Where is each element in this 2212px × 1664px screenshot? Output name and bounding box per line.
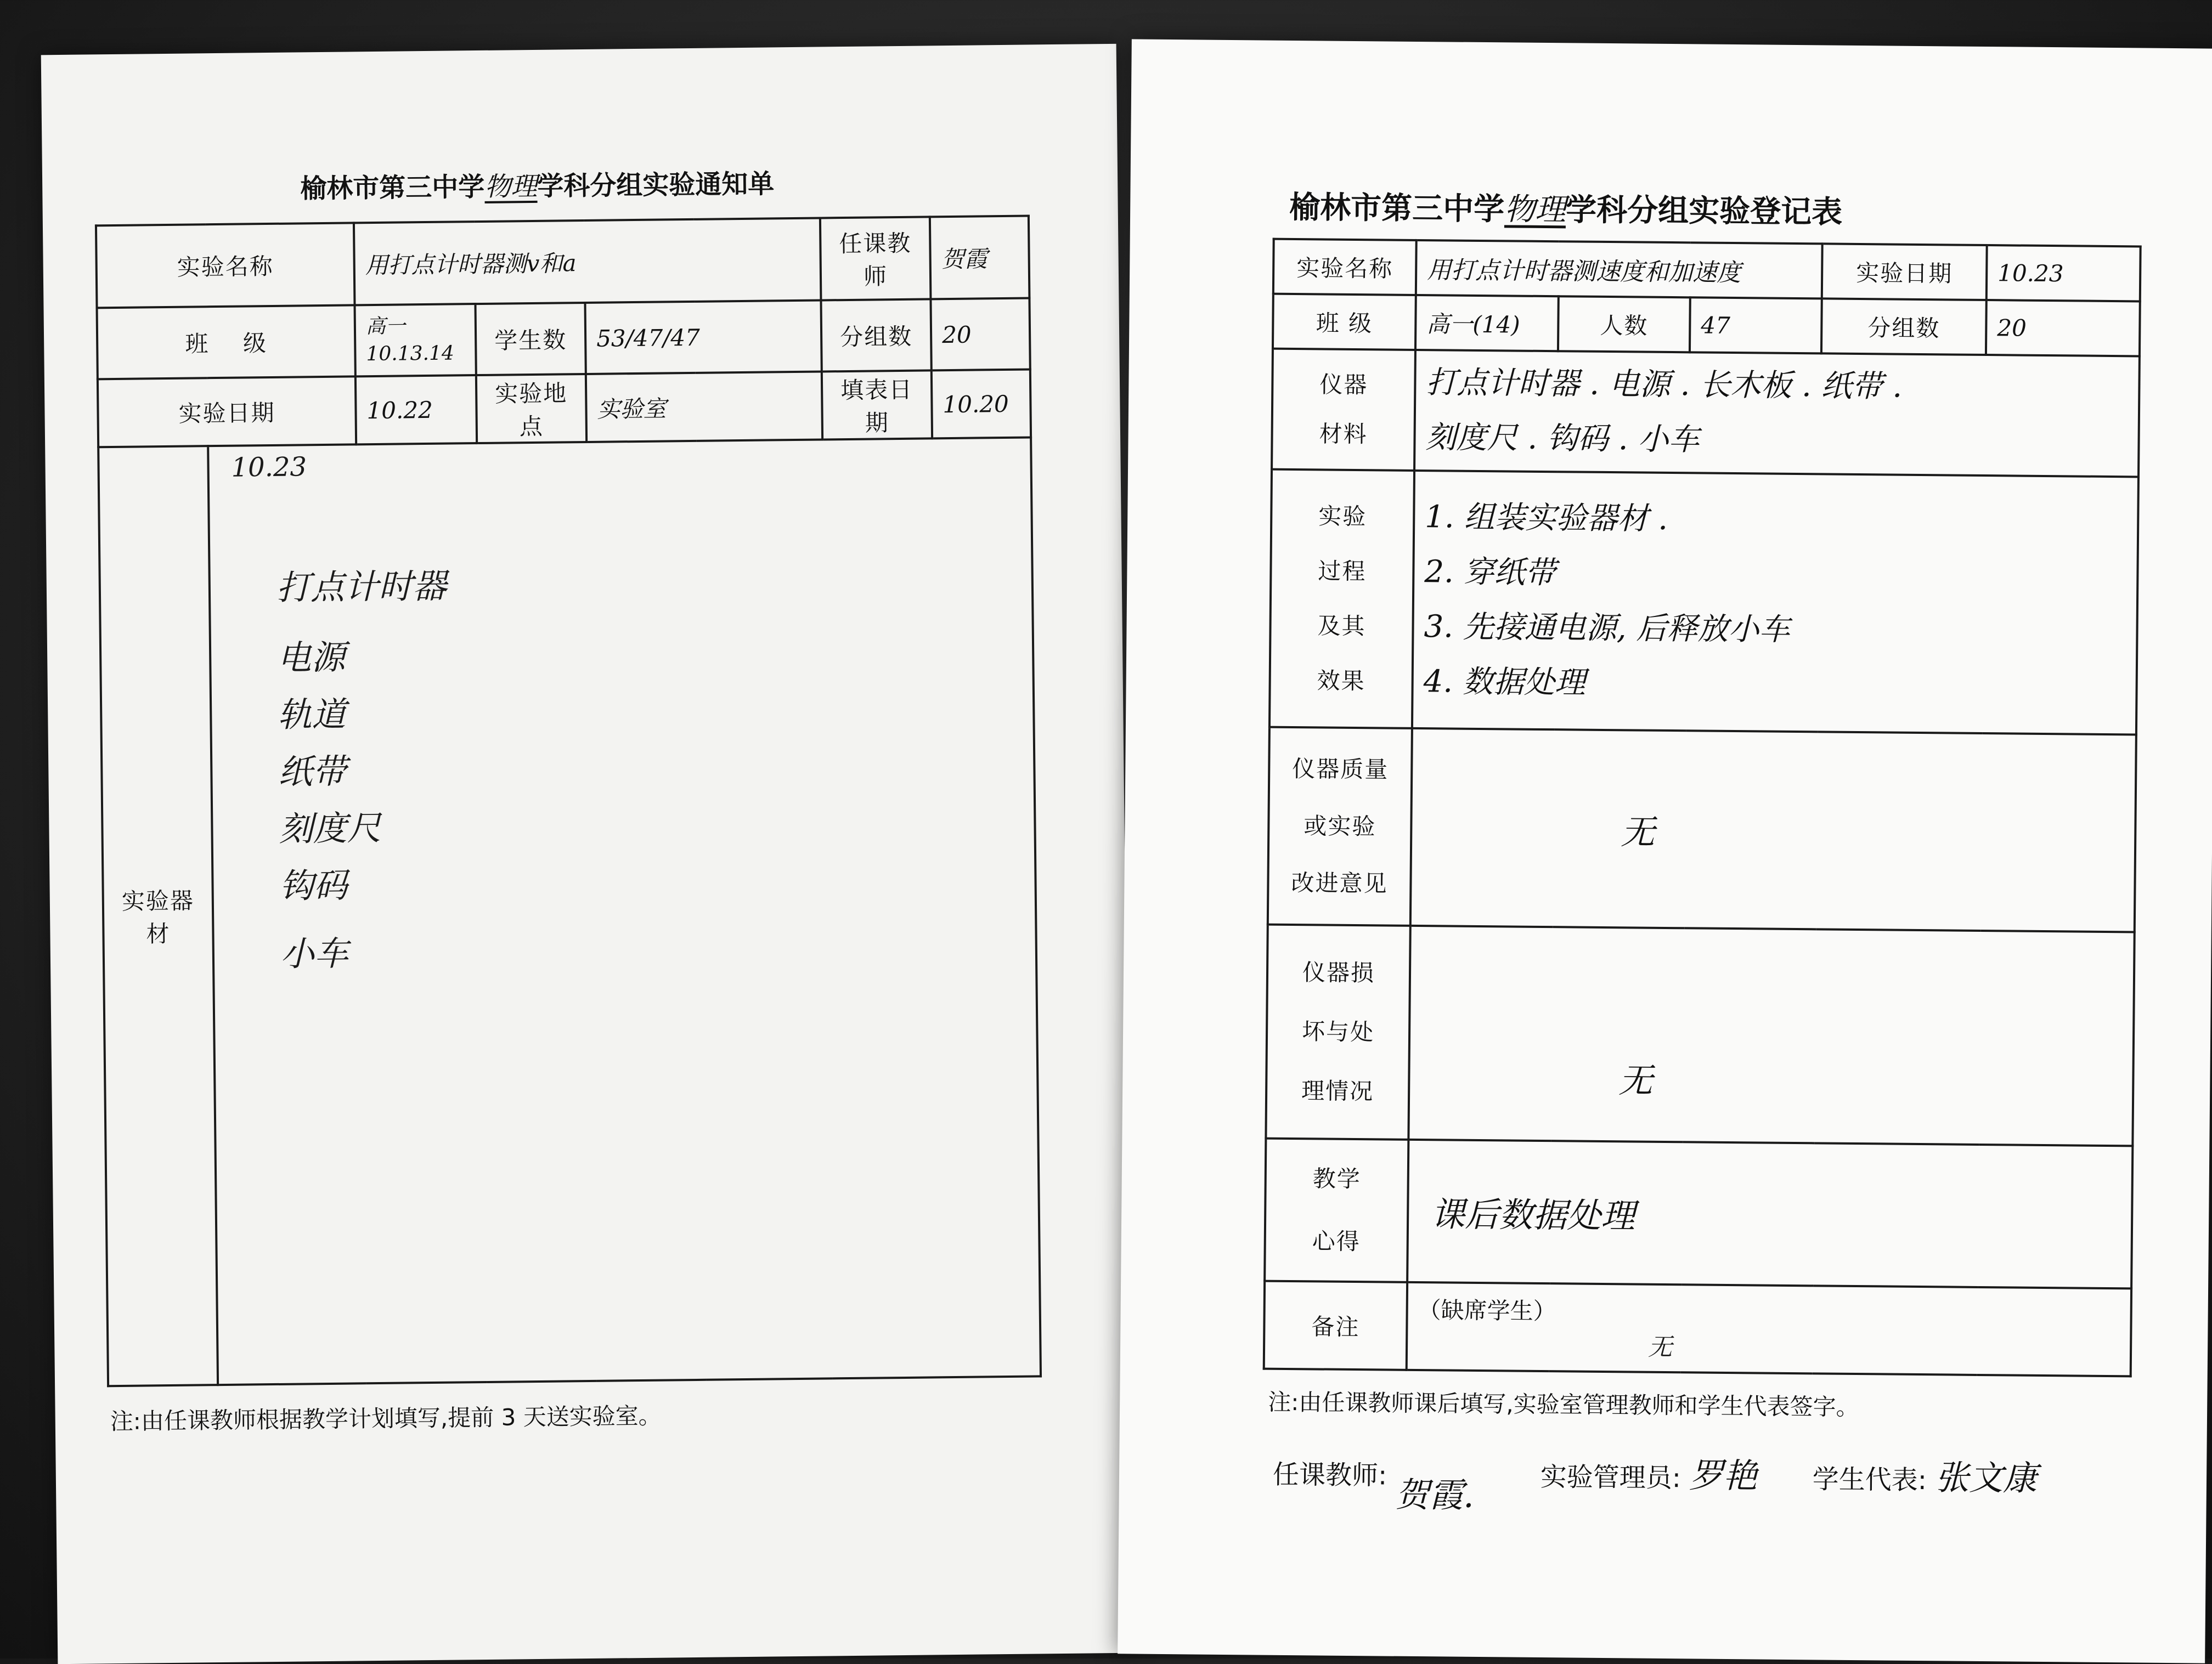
notice-title: [300, 162, 775, 205]
reg-instruments-line2: 刻度尺 . 钩码 . 小车: [1425, 420, 1700, 458]
reg-experiment-name-value: 用打点计时器测速度和加速度: [1416, 240, 1822, 298]
reg-group-count-label: 分组数: [1821, 298, 1987, 355]
reg-process-value: [1412, 471, 2138, 735]
reg-teaching-value: 课后数据处理: [1407, 1140, 2132, 1289]
equipment-item: 打点计时器: [276, 565, 447, 608]
reg-process-label-2: 过程: [1318, 557, 1367, 585]
reg-teaching-label-1: 教学: [1312, 1165, 1361, 1193]
register-sheet: [1118, 39, 2212, 1663]
reg-instruments-value: [1414, 350, 2140, 477]
reg-damage-label: [1266, 925, 1410, 1140]
register-title-prefix: 榆林市第三中学: [1289, 189, 1505, 228]
reg-process-step: 3. 先接通电源, 后释放小车: [1424, 609, 1790, 648]
class-label: 班 级: [97, 305, 356, 379]
reg-remarks-value: 无: [1647, 1333, 1673, 1362]
notice-title-prefix: 榆林市第三中学: [300, 171, 485, 205]
reg-experiment-date-label: 实验日期: [1822, 244, 1987, 300]
fill-date-label: 填表日期: [822, 370, 932, 439]
equipment-item: 轨道: [277, 694, 346, 735]
reg-teaching-label: [1265, 1139, 1408, 1282]
reg-process-step: 1. 组装实验器材 .: [1425, 499, 1668, 537]
teacher-label: 任课教师: [820, 217, 931, 300]
reg-process-step: 2. 穿纸带: [1424, 554, 1556, 591]
notice-title-suffix: 学科分组实验通知单: [537, 168, 775, 202]
reg-process-label-1: 实验: [1318, 502, 1367, 530]
class-value-line2: 10.13.14: [366, 342, 454, 366]
reg-group-count-value: 20: [1986, 300, 2140, 356]
admin-sig-label: 实验管理员:: [1540, 1462, 1681, 1494]
equipment-item: 小车: [280, 933, 349, 974]
reg-process-step: 4. 数据处理: [1423, 664, 1586, 701]
reg-class-label: 班 级: [1273, 294, 1416, 350]
reg-quality-label: [1268, 727, 1412, 926]
reg-process-label-3: 及其: [1317, 612, 1366, 640]
reg-process-label-4: 效果: [1317, 667, 1365, 695]
equipment-label: 实验器材: [98, 446, 218, 1386]
reg-quality-value: 无: [1410, 728, 2136, 932]
reg-absent-label: （缺席学生）: [1418, 1297, 1556, 1325]
reg-damage-value: 无: [1408, 926, 2134, 1146]
reg-damage-label-1: 仪器损: [1302, 959, 1375, 987]
equipment-list: [276, 552, 1025, 983]
experiment-date-label: 实验日期: [98, 376, 356, 447]
experiment-name-label: 实验名称: [96, 223, 355, 308]
admin-signature: 罗艳: [1689, 1455, 1758, 1496]
notice-table: [95, 214, 1042, 1387]
reg-instruments-label: [1272, 349, 1415, 471]
reg-damage-label-3: 理情况: [1301, 1077, 1374, 1105]
reg-instruments-label-2: 材料: [1319, 420, 1368, 448]
equipment-item: 钩码: [279, 865, 348, 906]
register-title-suffix: 学科分组实验登记表: [1565, 192, 1843, 230]
signature-row: [1272, 1445, 2038, 1515]
equipment-item: 纸带: [278, 751, 347, 792]
reg-class-value: 高一(14): [1415, 295, 1559, 351]
location-value: 实验室: [586, 371, 822, 442]
reg-remarks-cell: [1407, 1282, 2131, 1377]
experiment-date-second: 10.23: [231, 451, 307, 483]
class-value-line1: 高一: [365, 315, 406, 338]
reg-damage-label-2: 坏与处: [1301, 1018, 1375, 1046]
student-sig-label: 学生代表:: [1812, 1464, 1927, 1496]
student-count-value: 53/47/47: [585, 300, 821, 373]
reg-experiment-name-label: 实验名称: [1273, 239, 1417, 295]
reg-teaching-label-2: 心得: [1312, 1227, 1361, 1255]
reg-instruments-label-1: 仪器: [1319, 371, 1368, 399]
reg-experiment-date-value: 10.23: [1987, 245, 2141, 301]
teacher-signature: 贺霞.: [1395, 1474, 1475, 1515]
register-title: [1289, 183, 1843, 232]
equipment-item: 刻度尺: [279, 807, 381, 849]
reg-people-count-label: 人数: [1558, 296, 1690, 352]
experiment-name-value: 用打点计时器测v和a: [354, 218, 821, 305]
notice-sheet: [41, 44, 1133, 1664]
student-signature: 张文康: [1934, 1457, 2038, 1498]
reg-people-count-value: 47: [1690, 297, 1822, 353]
reg-instruments-line1: 打点计时器 . 电源 . 长木板 . 纸带 .: [1426, 365, 1903, 405]
equipment-item: 电源: [276, 637, 346, 678]
reg-process-label: [1269, 469, 1414, 728]
reg-quality-label-3: 改进意见: [1291, 869, 1388, 897]
notice-footnote: 注:由任课教师根据教学计划填写,提前 3 天送实验室。: [110, 1402, 662, 1435]
class-value: [355, 304, 476, 376]
group-count-value: 20: [930, 298, 1030, 370]
reg-remarks-label: 备注: [1264, 1281, 1407, 1370]
student-count-label: 学生数: [476, 303, 586, 375]
fill-date-value: 10.20: [932, 369, 1031, 438]
register-footnote: 注:由任课教师课后填写,实验室管理教师和学生代表签字。: [1267, 1388, 1859, 1421]
location-label: 实验地点: [476, 374, 586, 443]
teacher-value: 贺霞: [930, 216, 1030, 299]
equipment-cell: [208, 437, 1041, 1385]
group-count-label: 分组数: [821, 299, 931, 371]
reg-quality-label-1: 仪器质量: [1292, 755, 1389, 783]
register-table: [1263, 238, 2142, 1378]
experiment-date-value: 10.22: [356, 375, 477, 444]
reg-quality-label-2: 或实验: [1304, 812, 1376, 840]
register-title-subject: 物理: [1504, 191, 1566, 228]
notice-title-subject: 物理: [484, 171, 538, 202]
teacher-sig-label: 任课教师:: [1272, 1459, 1387, 1491]
